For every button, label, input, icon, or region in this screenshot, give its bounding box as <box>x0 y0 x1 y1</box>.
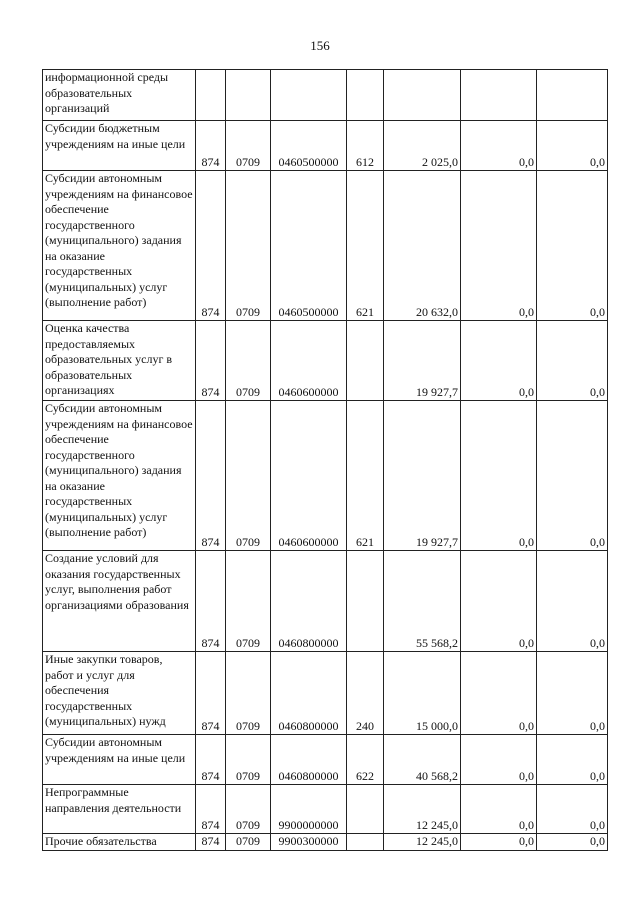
budget-table <box>42 69 608 851</box>
amount-year2-cell: 0,0 <box>461 652 537 735</box>
amount-year2-cell: 0,0 <box>461 785 537 834</box>
amount-year3-cell: 0,0 <box>537 652 608 735</box>
description-cell: Субсидии автономным учреждениям на финансовое обеспечение государственного (муниципального) задания на оказание государственных (муниципальных) услуг (выполнение работ) <box>43 401 196 551</box>
table-row <box>43 171 608 321</box>
amount-year2-cell: 0,0 <box>461 834 537 851</box>
amount-year2-cell: 0,0 <box>461 735 537 785</box>
grbs-code-cell: 874 <box>196 321 226 401</box>
expense-type-cell <box>347 321 384 401</box>
description-cell: Создание условий для оказания государственных услуг, выполнения работ организациями образования <box>43 551 196 652</box>
amount-year3-cell: 0,0 <box>537 735 608 785</box>
expense-type-cell: 622 <box>347 735 384 785</box>
target-article-cell: 0460800000 <box>271 735 347 785</box>
table-row <box>43 70 608 121</box>
section-code-cell: 0709 <box>226 121 271 171</box>
section-code-cell: 0709 <box>226 551 271 652</box>
amount-cell: 12 245,0 <box>384 834 461 851</box>
expense-type-cell: 612 <box>347 121 384 171</box>
amount-year3-cell: 0,0 <box>537 551 608 652</box>
target-article-cell: 9900000000 <box>271 785 347 834</box>
expense-type-cell: 621 <box>347 171 384 321</box>
target-article-cell: 0460500000 <box>271 171 347 321</box>
table-body <box>43 70 608 851</box>
table-row <box>43 321 608 401</box>
amount-year3-cell <box>537 70 608 121</box>
expense-type-cell <box>347 834 384 851</box>
amount-cell: 40 568,2 <box>384 735 461 785</box>
grbs-code-cell: 874 <box>196 785 226 834</box>
amount-year2-cell: 0,0 <box>461 551 537 652</box>
description-cell: Субсидии автономным учреждениям на иные цели <box>43 735 196 785</box>
description-cell: Оценка качества предоставляемых образовательных услуг в образовательных организациях <box>43 321 196 401</box>
amount-year2-cell: 0,0 <box>461 401 537 551</box>
section-code-cell <box>226 70 271 121</box>
expense-type-cell <box>347 70 384 121</box>
amount-year2-cell <box>461 70 537 121</box>
section-code-cell: 0709 <box>226 171 271 321</box>
amount-cell <box>384 70 461 121</box>
grbs-code-cell <box>196 70 226 121</box>
amount-year2-cell: 0,0 <box>461 171 537 321</box>
grbs-code-cell: 874 <box>196 551 226 652</box>
amount-cell: 2 025,0 <box>384 121 461 171</box>
amount-year3-cell: 0,0 <box>537 321 608 401</box>
target-article-cell: 9900300000 <box>271 834 347 851</box>
amount-year3-cell: 0,0 <box>537 401 608 551</box>
section-code-cell: 0709 <box>226 785 271 834</box>
grbs-code-cell: 874 <box>196 735 226 785</box>
amount-year3-cell: 0,0 <box>537 785 608 834</box>
amount-year3-cell: 0,0 <box>537 834 608 851</box>
grbs-code-cell: 874 <box>196 401 226 551</box>
page-number: 156 <box>310 38 330 53</box>
amount-cell: 20 632,0 <box>384 171 461 321</box>
amount-cell: 12 245,0 <box>384 785 461 834</box>
target-article-cell: 0460800000 <box>271 652 347 735</box>
section-code-cell: 0709 <box>226 652 271 735</box>
amount-cell: 19 927,7 <box>384 401 461 551</box>
grbs-code-cell: 874 <box>196 652 226 735</box>
section-code-cell: 0709 <box>226 735 271 785</box>
description-cell: информационной среды образовательных организаций <box>43 70 196 121</box>
target-article-cell: 0460500000 <box>271 121 347 171</box>
description-cell: Субсидии бюджетным учреждениям на иные цели <box>43 121 196 171</box>
amount-year2-cell: 0,0 <box>461 321 537 401</box>
grbs-code-cell: 874 <box>196 121 226 171</box>
table-row <box>43 551 608 652</box>
amount-cell: 19 927,7 <box>384 321 461 401</box>
table-row <box>43 121 608 171</box>
amount-year3-cell: 0,0 <box>537 171 608 321</box>
table-row <box>43 735 608 785</box>
amount-year3-cell: 0,0 <box>537 121 608 171</box>
target-article-cell: 0460600000 <box>271 321 347 401</box>
section-code-cell: 0709 <box>226 321 271 401</box>
grbs-code-cell: 874 <box>196 171 226 321</box>
description-cell: Непрограммные направления деятельности <box>43 785 196 834</box>
description-cell: Иные закупки товаров, работ и услуг для обеспечения государственных (муниципальных) нужд <box>43 652 196 735</box>
amount-year2-cell: 0,0 <box>461 121 537 171</box>
table-row <box>43 785 608 834</box>
target-article-cell <box>271 70 347 121</box>
expense-type-cell: 621 <box>347 401 384 551</box>
table-row <box>43 834 608 851</box>
target-article-cell: 0460600000 <box>271 401 347 551</box>
expense-type-cell: 240 <box>347 652 384 735</box>
section-code-cell: 0709 <box>226 401 271 551</box>
table-row <box>43 401 608 551</box>
grbs-code-cell: 874 <box>196 834 226 851</box>
expense-type-cell <box>347 785 384 834</box>
amount-cell: 15 000,0 <box>384 652 461 735</box>
expense-type-cell <box>347 551 384 652</box>
amount-cell: 55 568,2 <box>384 551 461 652</box>
target-article-cell: 0460800000 <box>271 551 347 652</box>
table-row <box>43 652 608 735</box>
description-cell: Субсидии автономным учреждениям на финансовое обеспечение государственного (муниципального) задания на оказание государственных (муниципальных) услуг (выполнение работ) <box>43 171 196 321</box>
description-cell: Прочие обязательства <box>43 834 196 851</box>
section-code-cell: 0709 <box>226 834 271 851</box>
